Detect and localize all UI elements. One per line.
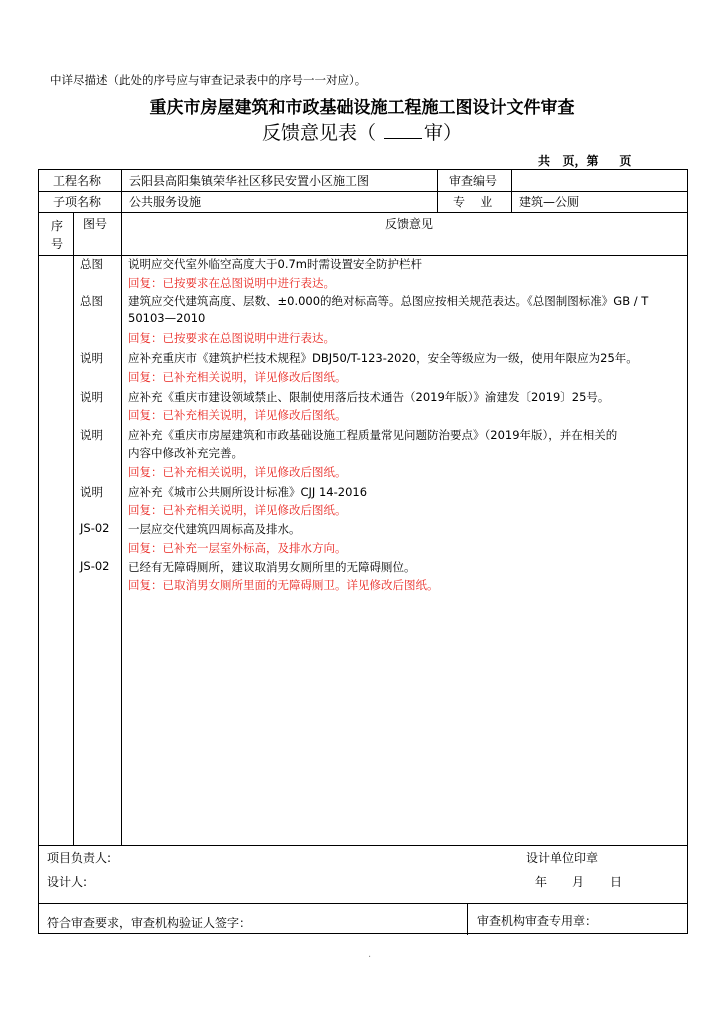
col-divider <box>467 903 468 935</box>
feedback-reply: 回复：已补充相关说明，详见修改后图纸。 <box>128 370 347 384</box>
row-divider <box>39 191 687 192</box>
col-divider <box>437 170 438 212</box>
page-title: 重庆市房屋建筑和市政基础设施工程施工图设计文件审查 <box>149 98 575 118</box>
drawing-code: JS-02 <box>80 521 110 535</box>
drawing-code: 说明 <box>80 485 103 499</box>
drawing-code: JS-02 <box>80 559 110 573</box>
feedback-reply: 回复：已补充相关说明，详见修改后图纸。 <box>128 503 347 517</box>
feedback-reply: 回复：已取消男女厕所里面的无障碍厕卫。详见修改后图纸。 <box>128 578 439 592</box>
feedback-comment: 内容中修改补充完善。 <box>128 446 243 460</box>
page-subtitle <box>0 118 724 145</box>
subtitle-right: 审） <box>424 122 463 144</box>
seq-header-line2: 号 <box>50 237 63 251</box>
col-divider <box>73 212 74 845</box>
row-divider <box>39 845 687 846</box>
drawing-code: 说明 <box>80 428 103 442</box>
bottom-mark: · <box>368 952 372 963</box>
seq-column-header <box>49 217 65 253</box>
feedback-column-header: 反馈意见 <box>385 217 434 231</box>
project-name-label: 工程名称 <box>53 174 102 188</box>
project-leader-label: 项目负责人: <box>47 851 112 865</box>
drawing-code: 总图 <box>80 257 103 271</box>
top-note: 中详尽描述（此处的序号应与审查记录表中的序号一一对应）。 <box>50 73 367 87</box>
subitem-value: 公共服务设施 <box>129 195 202 209</box>
row-divider <box>39 903 687 904</box>
drawing-code: 说明 <box>80 390 103 404</box>
subtitle-left: 反馈意见表（ <box>261 122 376 144</box>
feedback-comment: 50103—2010 <box>128 311 206 325</box>
month-label: 月 <box>572 875 585 889</box>
drawing-column-header: 图号 <box>83 217 108 231</box>
feedback-comment: 已经有无障碍厕所，建议取消男女厕所里的无障碍厕位。 <box>128 560 416 574</box>
feedback-reply: 回复：已按要求在总图说明中进行表达。 <box>128 331 335 345</box>
designer-label: 设计人: <box>47 875 88 889</box>
feedback-comment: 应补充《重庆市房屋建筑和市政基础设施工程质量常见问题防治要点》（2019年版），并在相关的 <box>128 428 618 442</box>
feedback-reply: 回复：已补充相关说明，详见修改后图纸。 <box>128 408 347 422</box>
day-label: 日 <box>610 875 623 889</box>
review-round-blank <box>384 124 422 139</box>
specialty-value: 建筑—公厕 <box>519 195 580 209</box>
feedback-comment: 一层应交代建筑四周标高及排水。 <box>128 522 301 536</box>
year-label: 年 <box>535 875 548 889</box>
specialty-label: 专 业 <box>453 195 493 209</box>
page-info: 共 页，第 页 <box>538 154 632 168</box>
review-number-label: 审查编号 <box>449 174 498 188</box>
feedback-comment: 建筑应交代建筑高度、层数、±0.000的绝对标高等。总图应按相关规范表达。《总图制图标准》GB / T <box>128 294 649 308</box>
subitem-label: 子项名称 <box>53 195 102 209</box>
col-divider <box>511 170 512 212</box>
col-divider <box>121 170 122 845</box>
feedback-reply: 回复：已补充相关说明，详见修改后图纸。 <box>128 465 347 479</box>
review-seal-label: 审查机构审查专用章： <box>477 914 598 928</box>
project-name-value: 云阳县高阳集镇荣华社区移民安置小区施工图 <box>129 174 370 188</box>
design-seal-label: 设计单位印章 <box>526 851 599 865</box>
feedback-reply: 回复：已按要求在总图说明中进行表达。 <box>128 276 335 290</box>
row-divider <box>39 212 687 213</box>
drawing-code: 说明 <box>80 351 103 365</box>
feedback-comment: 应补充《城市公共厕所设计标准》CJJ 14-2016 <box>128 485 368 499</box>
feedback-reply: 回复：已补充一层室外标高，及排水方向。 <box>128 541 347 555</box>
feedback-comment: 说明应交代室外临空高度大于0.7m时需设置安全防护栏杆 <box>128 257 422 271</box>
drawing-code: 总图 <box>80 294 103 308</box>
feedback-comment: 应补充《重庆市建设领域禁止、限制使用落后技术通告（2019年版）》渝建发〔2019〕25号。 <box>128 390 610 404</box>
feedback-comment: 应补充重庆市《建筑护栏技术规程》DBJ50/T-123-2020，安全等级应为一级，使用年限应为25年。 <box>128 351 638 365</box>
seq-header-line1: 序 <box>50 219 63 233</box>
verifier-signature-label: 符合审查要求，审查机构验证人签字： <box>47 916 252 930</box>
